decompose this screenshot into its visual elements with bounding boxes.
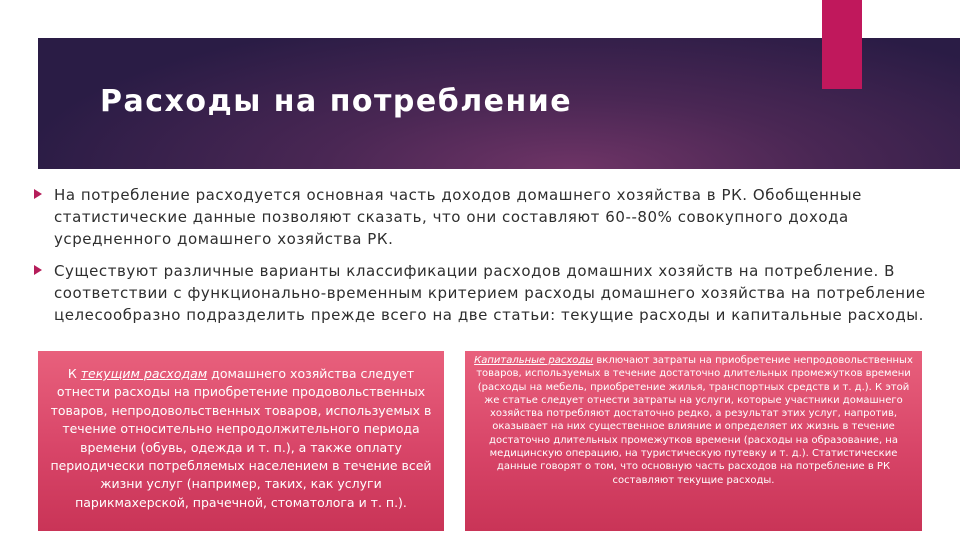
capital-expenses-box <box>465 351 922 531</box>
accent-bar <box>822 0 862 89</box>
box-text: домашнего хозяйства следует отнести расходы на приобретение продовольственных товаров, непродовольственных товаров, используемых в течение относительно непродолжительного периода времени (обувь, одежда и т. п.), а также оплату периодически потребляемых населением в течение всей жизни услуг (например, таких, как услуги парикмахерской, прачечной, стоматолога и т. п.). <box>50 366 432 510</box>
box-prefix: К <box>67 366 81 381</box>
current-expenses-term: текущим расходам <box>80 366 208 381</box>
triangle-bullet-icon <box>34 189 42 199</box>
capital-expenses-term: Капитальные расходы <box>474 355 594 366</box>
bullet-item <box>34 260 934 326</box>
box-text: включают затраты на приобретение непродовольственных товаров, используемых в течение достаточно длительных промежутков времени (расходы на мебель, приобретение жилья, транспортных средств и т. д.). К этой же статье следует отнести затраты на услуги, которые участники домашнего хозяйства потребляют достаточно редко, а результат этих услуг, напротив, оказывает на них существенное влияние и определяет их жизнь в течение достаточно длительных промежутков времени (расходы на образование, на медицинскую операцию, на туристическую путевку и т. д.). Статистические данные говорят о том, что основную часть расходов на потребление в РК составляют текущие расходы. <box>476 355 913 486</box>
bullet-text: На потребление расходуется основная часть доходов домашнего хозяйства в РК. Обобщенные статистические данные позволяют сказать, что они составляют 60--80% совокупного дохода усредненного домашнего хозяйства РК. <box>54 186 862 248</box>
bullet-item <box>34 184 934 250</box>
slide-title: Расходы на потребление <box>100 84 573 119</box>
bullet-text: Существуют различные варианты классификации расходов домашних хозяйств на потребление. В соответствии с функционально-временным критерием расходы домашнего хозяйства на потребление целесообразно подразделить прежде всего на две статьи: текущие расходы и капитальные расходы. <box>54 262 926 324</box>
current-expenses-box <box>38 351 444 531</box>
bullet-list <box>34 184 934 336</box>
triangle-bullet-icon <box>34 265 42 275</box>
